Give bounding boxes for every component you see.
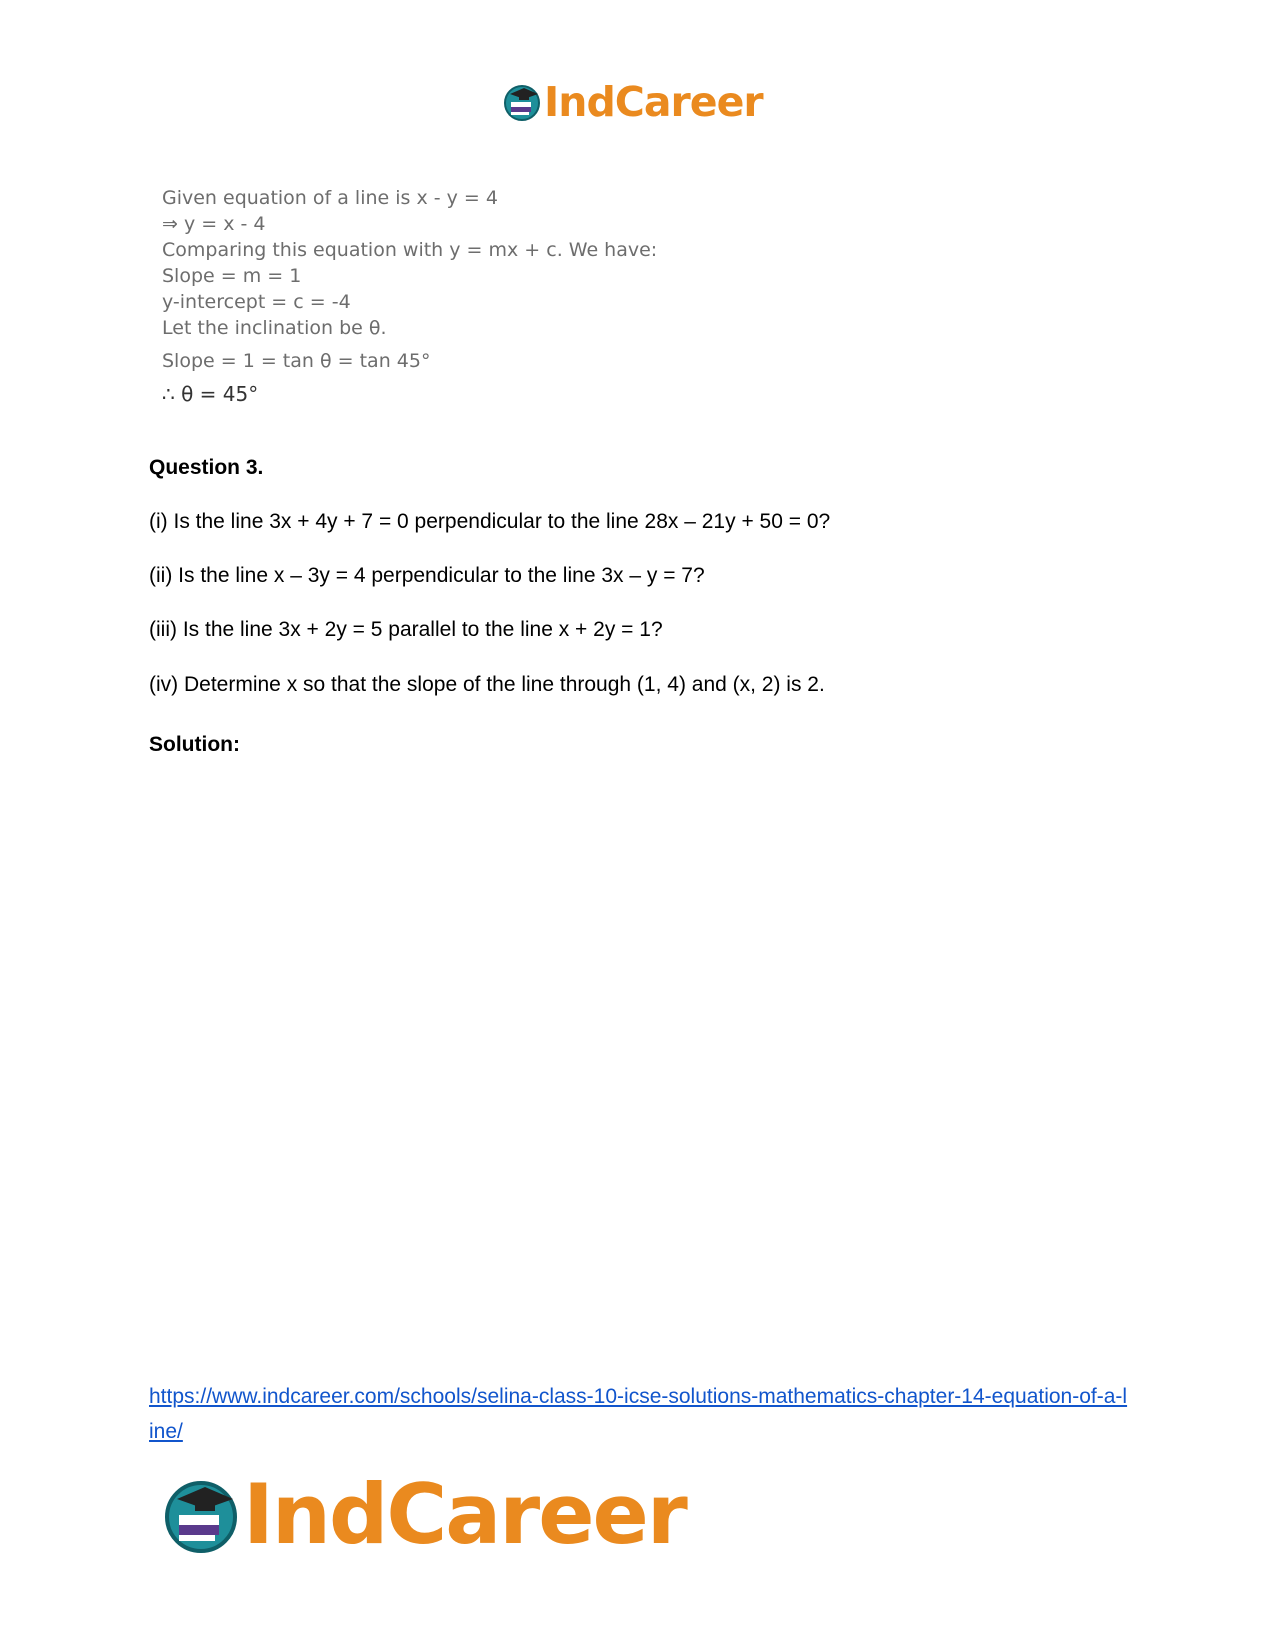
- question-part: (i) Is the line 3x + 4y + 7 = 0 perpendicular to the line 28x – 21y + 50 = 0?: [149, 510, 831, 533]
- solution-line: ∴ θ = 45°: [162, 382, 259, 406]
- question-part: (iii) Is the line 3x + 2y = 5 parallel to the line x + 2y = 1?: [149, 618, 663, 641]
- question-part: (ii) Is the line x – 3y = 4 perpendicular to the line 3x – y = 7?: [149, 564, 705, 587]
- solution-line: Comparing this equation with y = mx + c. We have:: [162, 239, 658, 261]
- header-logo: [502, 78, 763, 126]
- solution-line: ⇒ y = x - 4: [162, 213, 266, 235]
- footer-url-link[interactable]: https://www.indcareer.com/schools/selina-class-10-icse-solutions-mathematics-chapter-14-equation-of-a-line/: [149, 1385, 1128, 1443]
- solution-line: Given equation of a line is x - y = 4: [162, 187, 498, 209]
- logo-globe-icon: [161, 1475, 241, 1555]
- question-title: Question 3.: [149, 456, 264, 479]
- question-part: (iv) Determine x so that the slope of the line through (1, 4) and (x, 2) is 2.: [149, 673, 825, 696]
- logo-text: IndCareer: [243, 1466, 686, 1563]
- footer-logo: [161, 1466, 686, 1563]
- logo-globe-icon: [502, 82, 542, 122]
- solution-line: Slope = m = 1: [162, 265, 302, 287]
- solution-line: y-intercept = c = -4: [162, 291, 351, 313]
- solution-label: Solution:: [149, 733, 240, 756]
- solution-line: Slope = 1 = tan θ = tan 45°: [162, 350, 431, 372]
- logo-text: IndCareer: [544, 78, 763, 126]
- solution-line: Let the inclination be θ.: [162, 317, 387, 339]
